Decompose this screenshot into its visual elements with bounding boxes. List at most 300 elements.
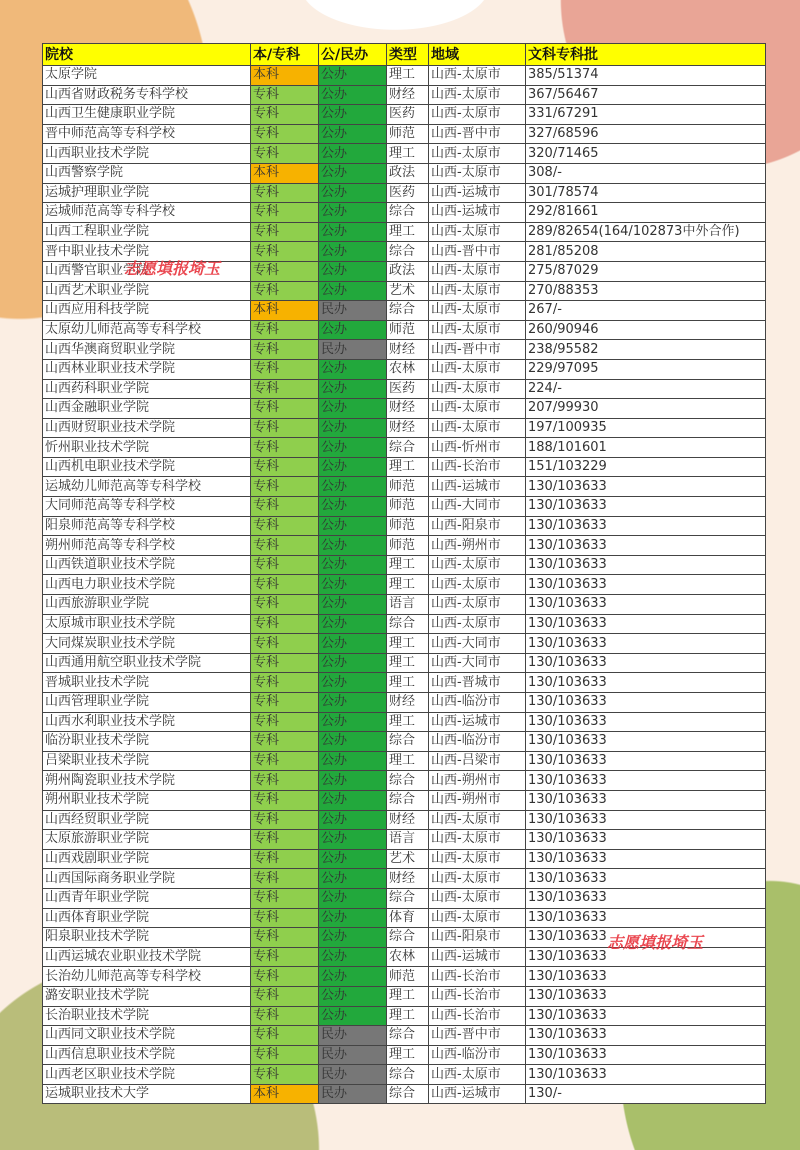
- cell-score: 130/103633: [526, 712, 766, 732]
- table-row: [43, 614, 766, 634]
- cell-ownership: 公办: [319, 595, 387, 615]
- cell-region: 山西-阳泉市: [429, 516, 526, 536]
- cell-score: 292/81661: [526, 203, 766, 223]
- cell-ownership: 民办: [319, 301, 387, 321]
- cell-school: 吕梁职业技术学院: [43, 751, 251, 771]
- cell-region: 山西-朔州市: [429, 771, 526, 791]
- cell-level: 专科: [251, 888, 319, 908]
- cell-school: 山西运城农业职业技术学院: [43, 947, 251, 967]
- cell-score: 331/67291: [526, 105, 766, 125]
- cell-type: 理工: [387, 751, 429, 771]
- cell-school: 山西卫生健康职业学院: [43, 105, 251, 125]
- cell-ownership: 公办: [319, 790, 387, 810]
- cell-type: 语言: [387, 595, 429, 615]
- table-row: [43, 516, 766, 536]
- cell-ownership: 公办: [319, 928, 387, 948]
- cell-level: 专科: [251, 457, 319, 477]
- cell-level: 专科: [251, 712, 319, 732]
- cell-ownership: 民办: [319, 1026, 387, 1046]
- cell-score: 130/103633: [526, 575, 766, 595]
- cell-ownership: 公办: [319, 359, 387, 379]
- cell-type: 理工: [387, 986, 429, 1006]
- cell-level: 专科: [251, 908, 319, 928]
- cell-region: 山西-临汾市: [429, 1045, 526, 1065]
- table-row: [43, 359, 766, 379]
- table-row: [43, 203, 766, 223]
- cell-type: 艺术: [387, 281, 429, 301]
- cell-score: 188/101601: [526, 438, 766, 458]
- cell-ownership: 公办: [319, 320, 387, 340]
- cell-level: 专科: [251, 242, 319, 262]
- watermark: 志愿填报埼玉: [124, 259, 221, 278]
- cell-level: 专科: [251, 790, 319, 810]
- cell-level: 本科: [251, 66, 319, 86]
- table-row: [43, 751, 766, 771]
- cell-score: 224/-: [526, 379, 766, 399]
- cell-ownership: 公办: [319, 947, 387, 967]
- cell-score: 385/51374: [526, 66, 766, 86]
- table-row: [43, 399, 766, 419]
- cell-region: 山西-太原市: [429, 869, 526, 889]
- cell-level: 专科: [251, 732, 319, 752]
- table-row: [43, 438, 766, 458]
- cell-ownership: 公办: [319, 516, 387, 536]
- cell-type: 综合: [387, 928, 429, 948]
- cell-ownership: 公办: [319, 908, 387, 928]
- cell-school: 山西戏剧职业学院: [43, 849, 251, 869]
- cell-score: 130/103633: [526, 634, 766, 654]
- cell-score: 130/103633: [526, 693, 766, 713]
- table-row: [43, 66, 766, 86]
- cell-region: 山西-朔州市: [429, 790, 526, 810]
- cell-score: 130/103633: [526, 986, 766, 1006]
- header-ownership: 公/民办: [319, 44, 387, 66]
- cell-level: 专科: [251, 320, 319, 340]
- cell-type: 财经: [387, 399, 429, 419]
- cell-region: 山西-朔州市: [429, 536, 526, 556]
- cell-school: 朔州职业技术学院: [43, 790, 251, 810]
- cell-ownership: 公办: [319, 771, 387, 791]
- cell-region: 山西-临汾市: [429, 693, 526, 713]
- table-row: [43, 908, 766, 928]
- cell-school: 山西铁道职业技术学院: [43, 555, 251, 575]
- cell-region: 山西-晋城市: [429, 673, 526, 693]
- cell-type: 师范: [387, 497, 429, 517]
- table-row: [43, 693, 766, 713]
- cell-school: 山西林业职业技术学院: [43, 359, 251, 379]
- cell-level: 专科: [251, 928, 319, 948]
- cell-type: 师范: [387, 516, 429, 536]
- cell-ownership: 公办: [319, 183, 387, 203]
- cell-score: 130/103633: [526, 595, 766, 615]
- cell-score: 130/103633: [526, 1045, 766, 1065]
- cell-school: 山西职业技术学院: [43, 144, 251, 164]
- cell-region: 山西-太原市: [429, 359, 526, 379]
- cell-school: 忻州职业技术学院: [43, 438, 251, 458]
- cell-level: 专科: [251, 379, 319, 399]
- cell-level: 本科: [251, 163, 319, 183]
- cell-type: 理工: [387, 457, 429, 477]
- cell-score: 130/103633: [526, 771, 766, 791]
- cell-level: 专科: [251, 986, 319, 1006]
- table-row: [43, 281, 766, 301]
- cell-school: 山西青年职业学院: [43, 888, 251, 908]
- cell-school: 运城师范高等专科学校: [43, 203, 251, 223]
- cell-level: 专科: [251, 497, 319, 517]
- cell-score: 130/103633: [526, 477, 766, 497]
- cell-ownership: 公办: [319, 242, 387, 262]
- cell-ownership: 公办: [319, 124, 387, 144]
- cell-school: 山西艺术职业学院: [43, 281, 251, 301]
- cell-region: 山西-太原市: [429, 281, 526, 301]
- cell-school: 朔州陶瓷职业技术学院: [43, 771, 251, 791]
- table-row: [43, 653, 766, 673]
- table-row: [43, 105, 766, 125]
- cell-region: 山西-太原市: [429, 1065, 526, 1085]
- cell-type: 综合: [387, 438, 429, 458]
- cell-score: 130/103633: [526, 830, 766, 850]
- cell-score: 130/103633: [526, 673, 766, 693]
- cell-region: 山西-长治市: [429, 986, 526, 1006]
- cell-type: 理工: [387, 653, 429, 673]
- cell-ownership: 公办: [319, 105, 387, 125]
- cell-type: 理工: [387, 575, 429, 595]
- cell-type: 农林: [387, 359, 429, 379]
- cell-score: 301/78574: [526, 183, 766, 203]
- cell-ownership: 公办: [319, 575, 387, 595]
- cell-school: 山西工程职业学院: [43, 222, 251, 242]
- cell-region: 山西-太原市: [429, 379, 526, 399]
- cell-ownership: 公办: [319, 830, 387, 850]
- cell-school: 太原旅游职业学院: [43, 830, 251, 850]
- cell-level: 专科: [251, 575, 319, 595]
- table-row: [43, 477, 766, 497]
- cell-level: 专科: [251, 105, 319, 125]
- cell-level: 专科: [251, 1026, 319, 1046]
- cell-score: 130/103633: [526, 751, 766, 771]
- cell-type: 综合: [387, 1084, 429, 1104]
- table-row: [43, 1006, 766, 1026]
- cell-region: 山西-太原市: [429, 908, 526, 928]
- cell-school: 山西同文职业技术学院: [43, 1026, 251, 1046]
- cell-type: 艺术: [387, 849, 429, 869]
- cell-region: 山西-阳泉市: [429, 928, 526, 948]
- cell-type: 综合: [387, 614, 429, 634]
- cell-score: 238/95582: [526, 340, 766, 360]
- cell-level: 专科: [251, 438, 319, 458]
- cell-type: 理工: [387, 712, 429, 732]
- table-row: [43, 457, 766, 477]
- cell-school: 临汾职业技术学院: [43, 732, 251, 752]
- cell-type: 综合: [387, 1026, 429, 1046]
- table-row: [43, 555, 766, 575]
- cell-level: 专科: [251, 967, 319, 987]
- table-row: [43, 497, 766, 517]
- cell-ownership: 公办: [319, 66, 387, 86]
- cell-level: 专科: [251, 516, 319, 536]
- cell-region: 山西-太原市: [429, 555, 526, 575]
- table-row: [43, 595, 766, 615]
- watermark: 志愿填报埼玉: [607, 933, 704, 952]
- table-row: [43, 1045, 766, 1065]
- cell-type: 财经: [387, 340, 429, 360]
- cell-type: 体育: [387, 908, 429, 928]
- cell-school: 晋城职业技术学院: [43, 673, 251, 693]
- table-row: [43, 1026, 766, 1046]
- cell-score: 130/103633: [526, 614, 766, 634]
- table-row: [43, 673, 766, 693]
- cell-level: 专科: [251, 653, 319, 673]
- cell-type: 医药: [387, 183, 429, 203]
- cell-score: 130/103633: [526, 928, 766, 948]
- cell-ownership: 公办: [319, 967, 387, 987]
- cell-type: 理工: [387, 222, 429, 242]
- cell-region: 山西-太原市: [429, 105, 526, 125]
- table-row: [43, 85, 766, 105]
- cell-score: 130/-: [526, 1084, 766, 1104]
- cell-type: 综合: [387, 1065, 429, 1085]
- table-row: [43, 830, 766, 850]
- cell-school: 山西老区职业技术学院: [43, 1065, 251, 1085]
- cell-school: 山西应用科技学院: [43, 301, 251, 321]
- cell-type: 财经: [387, 693, 429, 713]
- cell-school: 太原学院: [43, 66, 251, 86]
- cell-region: 山西-太原市: [429, 399, 526, 419]
- table-row: [43, 967, 766, 987]
- cell-region: 山西-长治市: [429, 1006, 526, 1026]
- cell-school: 山西旅游职业学院: [43, 595, 251, 615]
- cell-region: 山西-临汾市: [429, 732, 526, 752]
- cell-school: 长治幼儿师范高等专科学校: [43, 967, 251, 987]
- cell-type: 政法: [387, 261, 429, 281]
- cell-region: 山西-忻州市: [429, 438, 526, 458]
- cell-score: 270/88353: [526, 281, 766, 301]
- cell-region: 山西-长治市: [429, 967, 526, 987]
- table-row: [43, 320, 766, 340]
- cell-type: 农林: [387, 947, 429, 967]
- cell-school: 潞安职业技术学院: [43, 986, 251, 1006]
- cell-ownership: 民办: [319, 340, 387, 360]
- header-region: 地域: [429, 44, 526, 66]
- cell-region: 山西-太原市: [429, 418, 526, 438]
- table-row: [43, 183, 766, 203]
- cell-level: 专科: [251, 1006, 319, 1026]
- cell-ownership: 公办: [319, 810, 387, 830]
- cell-type: 理工: [387, 66, 429, 86]
- cell-level: 专科: [251, 751, 319, 771]
- cell-ownership: 公办: [319, 438, 387, 458]
- cell-region: 山西-运城市: [429, 712, 526, 732]
- cell-score: 130/103633: [526, 967, 766, 987]
- cell-region: 山西-晋中市: [429, 242, 526, 262]
- cell-ownership: 公办: [319, 497, 387, 517]
- cell-school: 运城幼儿师范高等专科学校: [43, 477, 251, 497]
- cell-level: 专科: [251, 1065, 319, 1085]
- cell-school: 山西药科职业学院: [43, 379, 251, 399]
- cell-region: 山西-太原市: [429, 222, 526, 242]
- cell-type: 师范: [387, 536, 429, 556]
- cell-type: 语言: [387, 830, 429, 850]
- cell-level: 专科: [251, 124, 319, 144]
- cell-type: 政法: [387, 163, 429, 183]
- cell-school: 大同煤炭职业技术学院: [43, 634, 251, 654]
- table-row: [43, 986, 766, 1006]
- cell-level: 专科: [251, 771, 319, 791]
- cell-region: 山西-运城市: [429, 477, 526, 497]
- cell-ownership: 公办: [319, 614, 387, 634]
- cell-region: 山西-太原市: [429, 595, 526, 615]
- cell-level: 专科: [251, 340, 319, 360]
- cell-type: 综合: [387, 203, 429, 223]
- cell-level: 专科: [251, 183, 319, 203]
- cell-level: 专科: [251, 947, 319, 967]
- cell-score: 267/-: [526, 301, 766, 321]
- cell-ownership: 公办: [319, 281, 387, 301]
- cell-region: 山西-太原市: [429, 810, 526, 830]
- cell-level: 本科: [251, 1084, 319, 1104]
- table-row: [43, 712, 766, 732]
- cell-ownership: 公办: [319, 555, 387, 575]
- cell-type: 综合: [387, 790, 429, 810]
- cell-region: 山西-大同市: [429, 497, 526, 517]
- cell-ownership: 公办: [319, 536, 387, 556]
- cell-level: 专科: [251, 536, 319, 556]
- table-row: [43, 849, 766, 869]
- cell-score: 281/85208: [526, 242, 766, 262]
- cell-score: 130/103633: [526, 790, 766, 810]
- table-row: [43, 124, 766, 144]
- cell-ownership: 公办: [319, 732, 387, 752]
- cell-ownership: 公办: [319, 418, 387, 438]
- cell-school: 山西信息职业技术学院: [43, 1045, 251, 1065]
- cell-level: 专科: [251, 1045, 319, 1065]
- cell-score: 130/103633: [526, 869, 766, 889]
- cell-ownership: 民办: [319, 1065, 387, 1085]
- cell-level: 专科: [251, 261, 319, 281]
- cell-ownership: 公办: [319, 673, 387, 693]
- cell-ownership: 公办: [319, 1006, 387, 1026]
- cell-score: 130/103633: [526, 1065, 766, 1085]
- cell-region: 山西-吕梁市: [429, 751, 526, 771]
- cell-region: 山西-晋中市: [429, 340, 526, 360]
- header-score: 文科专科批: [526, 44, 766, 66]
- cell-score: 327/68596: [526, 124, 766, 144]
- cell-level: 专科: [251, 869, 319, 889]
- cell-score: 207/99930: [526, 399, 766, 419]
- cell-type: 医药: [387, 105, 429, 125]
- cell-type: 医药: [387, 379, 429, 399]
- cell-region: 山西-太原市: [429, 830, 526, 850]
- cell-school: 山西水利职业技术学院: [43, 712, 251, 732]
- cell-school: 太原城市职业技术学院: [43, 614, 251, 634]
- cell-score: 130/103633: [526, 536, 766, 556]
- cell-score: 275/87029: [526, 261, 766, 281]
- cell-school: 山西管理职业学院: [43, 693, 251, 713]
- cell-score: 130/103633: [526, 653, 766, 673]
- cell-ownership: 公办: [319, 203, 387, 223]
- cell-school: 山西经贸职业学院: [43, 810, 251, 830]
- cell-type: 理工: [387, 634, 429, 654]
- table-row: [43, 575, 766, 595]
- cell-level: 专科: [251, 477, 319, 497]
- header-row: [43, 44, 766, 66]
- cell-school: 山西警官职业学院: [43, 261, 251, 281]
- cell-type: 财经: [387, 418, 429, 438]
- cell-school: 太原幼儿师范高等专科学校: [43, 320, 251, 340]
- cell-ownership: 公办: [319, 144, 387, 164]
- cell-score: 130/103633: [526, 849, 766, 869]
- cell-region: 山西-太原市: [429, 85, 526, 105]
- cell-school: 运城职业技术大学: [43, 1084, 251, 1104]
- cell-school: 山西省财政税务专科学校: [43, 85, 251, 105]
- cell-score: 229/97095: [526, 359, 766, 379]
- cell-region: 山西-太原市: [429, 849, 526, 869]
- cell-level: 专科: [251, 614, 319, 634]
- cell-school: 山西华澳商贸职业学院: [43, 340, 251, 360]
- cell-score: 130/103633: [526, 810, 766, 830]
- table-row: [43, 869, 766, 889]
- cell-type: 财经: [387, 869, 429, 889]
- cell-type: 理工: [387, 673, 429, 693]
- cell-type: 综合: [387, 771, 429, 791]
- cell-region: 山西-太原市: [429, 163, 526, 183]
- cell-ownership: 公办: [319, 849, 387, 869]
- cell-type: 师范: [387, 967, 429, 987]
- cell-score: 130/103633: [526, 1006, 766, 1026]
- cell-score: 197/100935: [526, 418, 766, 438]
- cell-score: 130/103633: [526, 516, 766, 536]
- cell-type: 综合: [387, 888, 429, 908]
- cell-region: 山西-太原市: [429, 144, 526, 164]
- cell-score: 130/103633: [526, 497, 766, 517]
- cell-ownership: 公办: [319, 693, 387, 713]
- cell-school: 山西警察学院: [43, 163, 251, 183]
- cell-region: 山西-运城市: [429, 203, 526, 223]
- cell-region: 山西-太原市: [429, 614, 526, 634]
- cell-region: 山西-太原市: [429, 888, 526, 908]
- cell-level: 专科: [251, 830, 319, 850]
- cell-ownership: 公办: [319, 457, 387, 477]
- cell-school: 运城护理职业学院: [43, 183, 251, 203]
- cell-school: 阳泉师范高等专科学校: [43, 516, 251, 536]
- cell-score: 151/103229: [526, 457, 766, 477]
- table-row: [43, 536, 766, 556]
- cell-level: 专科: [251, 673, 319, 693]
- cell-ownership: 公办: [319, 379, 387, 399]
- header-school: 院校: [43, 44, 251, 66]
- table-row: [43, 732, 766, 752]
- cell-score: 367/56467: [526, 85, 766, 105]
- cell-score: 130/103633: [526, 732, 766, 752]
- header-type: 类型: [387, 44, 429, 66]
- cell-school: 山西国际商务职业学院: [43, 869, 251, 889]
- cell-ownership: 公办: [319, 634, 387, 654]
- cell-level: 专科: [251, 281, 319, 301]
- cell-score: 130/103633: [526, 555, 766, 575]
- table-row: [43, 163, 766, 183]
- cell-type: 师范: [387, 320, 429, 340]
- cell-type: 综合: [387, 301, 429, 321]
- cell-score: 320/71465: [526, 144, 766, 164]
- cell-type: 综合: [387, 242, 429, 262]
- table-row: [43, 1065, 766, 1085]
- cell-type: 师范: [387, 477, 429, 497]
- table-row: [43, 144, 766, 164]
- cell-school: 晋中师范高等专科学校: [43, 124, 251, 144]
- cell-region: 山西-晋中市: [429, 1026, 526, 1046]
- table-row: [43, 810, 766, 830]
- cell-ownership: 公办: [319, 712, 387, 732]
